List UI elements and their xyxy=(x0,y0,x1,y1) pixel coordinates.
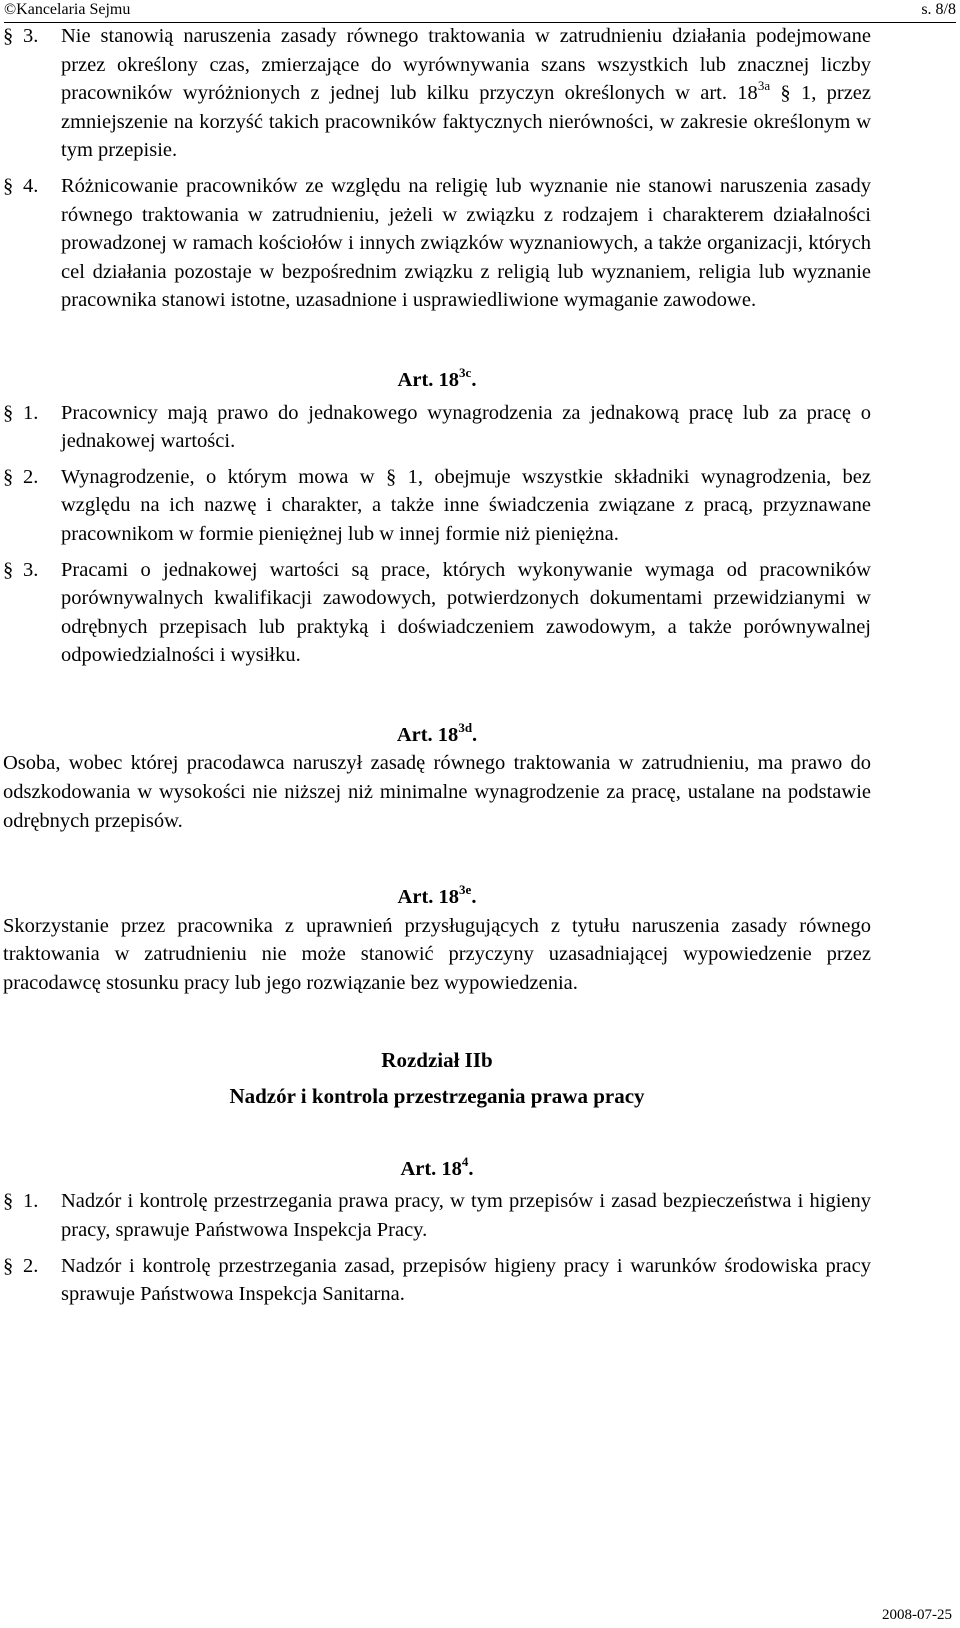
section-sign: § xyxy=(3,174,14,197)
article-heading-sup: 3e xyxy=(459,882,472,898)
section-sign: § xyxy=(3,558,14,581)
section-sign: § xyxy=(3,25,14,47)
paragraph-number: 2. xyxy=(23,1254,39,1277)
paragraph-number: 3. xyxy=(23,25,39,47)
page-header xyxy=(4,0,956,23)
paragraph-text: Różnicowanie pracowników ze względu na religię lub wyznanie nie stanowi naruszenia zasady równego traktowania w zatrudnieniu, jeżeli w związku z rodzajem i charakterem działalności prowadzonej w ramach kościołów i innych związków wyznaniowych, a także organizacji, których cel działania pozostaje w bezpośrednim związku z religią lub wyznaniem, religia lub wyznanie pracownika stanowi istotne, uzasadnione i usprawiedliwione wymaganie zawodowe. xyxy=(61,174,871,312)
section-sign: § xyxy=(3,1254,14,1277)
header-page-number: s. 8/8 xyxy=(921,1,956,18)
paragraph-3 xyxy=(3,22,871,165)
article-heading-text: Art. 18 xyxy=(397,886,460,909)
paragraph-1c xyxy=(3,1187,871,1244)
article-heading-18-3d xyxy=(3,721,871,750)
paragraph-text: Nie stanowią naruszenia zasady równego traktowania w zatrudnieniu działania podejmowane przez określony czas, zmierzające do wyrównywania szans wszystkich lub znacznej liczby pracowników wyróżnionych z jednej lub kilku przyczyn określonych w art. 18 xyxy=(61,25,871,105)
section-sign: § xyxy=(3,401,14,424)
article-heading-18-3c xyxy=(3,366,871,395)
paragraph-number: 4. xyxy=(23,174,39,197)
section-sign: § xyxy=(3,465,14,488)
section-sign: § xyxy=(3,1190,14,1213)
paragraph-text: Nadzór i kontrolę przestrzegania prawa pracy, w tym przepisów i zasad bezpieczeństwa i higieny pracy, sprawuje Państwowa Inspekcja Pracy. xyxy=(61,1190,871,1241)
chapter-number: Rozdział IIb xyxy=(381,1047,493,1072)
article-heading-sup: 3c xyxy=(459,364,472,380)
paragraph-text: Pracami o jednakowej wartości są prace, których wykonywanie wymaga od pracowników porównywalnych kwalifikacji zawodowych, potwierdzonych dokumentami przewidzianymi w odrębnych przepisach lub praktyką i doświadczeniem zawodowym, a także porównywalnej odpowiedzialności i wysiłku. xyxy=(61,558,871,667)
article-heading-text: Art. 18 xyxy=(397,368,460,391)
document-body xyxy=(3,22,871,1316)
chapter-title: Nadzór i kontrola przestrzegania prawa pracy xyxy=(229,1084,645,1109)
paragraph-2c xyxy=(3,1252,871,1309)
article-heading-text: Art. 18 xyxy=(396,723,459,746)
paragraph-number: 3. xyxy=(23,558,39,581)
header-copyright: ©Kancelaria Sejmu xyxy=(4,1,131,18)
article-heading-dot: . xyxy=(468,1157,474,1180)
paragraph-2 xyxy=(3,463,871,549)
article-heading-18-3e xyxy=(3,883,871,912)
paragraph-3b xyxy=(3,556,871,670)
paragraph-number: 2. xyxy=(23,465,39,488)
article-heading-sup: 3d xyxy=(458,719,473,735)
article-heading-18-4 xyxy=(3,1155,871,1184)
paragraph-number: 1. xyxy=(23,401,39,424)
article-heading-sup: 4 xyxy=(461,1153,469,1169)
paragraph-text: Nadzór i kontrolę przestrzegania zasad, przepisów higieny pracy i warunków środowiska pracy sprawuje Państwowa Inspekcja Sanitarna. xyxy=(61,1254,871,1306)
paragraph-1 xyxy=(3,399,871,456)
article-18-3d-text: Osoba, wobec której pracodawca naruszył zasadę równego traktowania w zatrudnieniu, ma prawo do odszkodowania w wysokości nie niższej niż minimalne wynagrodzenie za pracę, ustalane na podstawie odrębnych przepisów. xyxy=(3,752,871,832)
article-heading-dot: . xyxy=(471,368,477,391)
paragraph-text: Wynagrodzenie, o którym mowa w § 1, obejmuje wszystkie składniki wynagrodzenia, bez względu na ich nazwę i charakter, a także inne świadczenia związane z pracą, przyznawane pracownikom w formie pieniężnej lub w innej formie niż pieniężna. xyxy=(61,465,871,545)
article-18-3e-text: Skorzystanie przez pracownika z uprawnień przysługujących z tytułu naruszenia zasady równego traktowania w zatrudnieniu nie może stanowić przyczyny uzasadniającej wypowiedzenie przez pracodawcę stosunku pracy lub jego rozwiązanie bez wypowiedzenia. xyxy=(3,914,871,995)
article-heading-dot: . xyxy=(472,723,478,746)
article-superscript: 3a xyxy=(757,78,771,94)
paragraph-text-cont: § 1, przez zmniejszenie na korzyść takich pracowników faktycznych nierówności, w zakresie określonym w tym przepisie. xyxy=(61,82,872,162)
article-heading-dot: . xyxy=(471,886,477,909)
article-heading-text: Art. 18 xyxy=(400,1157,462,1180)
footer-date: 2008-07-25 xyxy=(882,1607,952,1623)
paragraph-number: 1. xyxy=(23,1190,39,1213)
paragraph-4 xyxy=(3,172,871,315)
paragraph-text: Pracownicy mają prawo do jednakowego wynagrodzenia za jednakową pracę lub za pracę o jednakowej wartości. xyxy=(61,401,871,453)
